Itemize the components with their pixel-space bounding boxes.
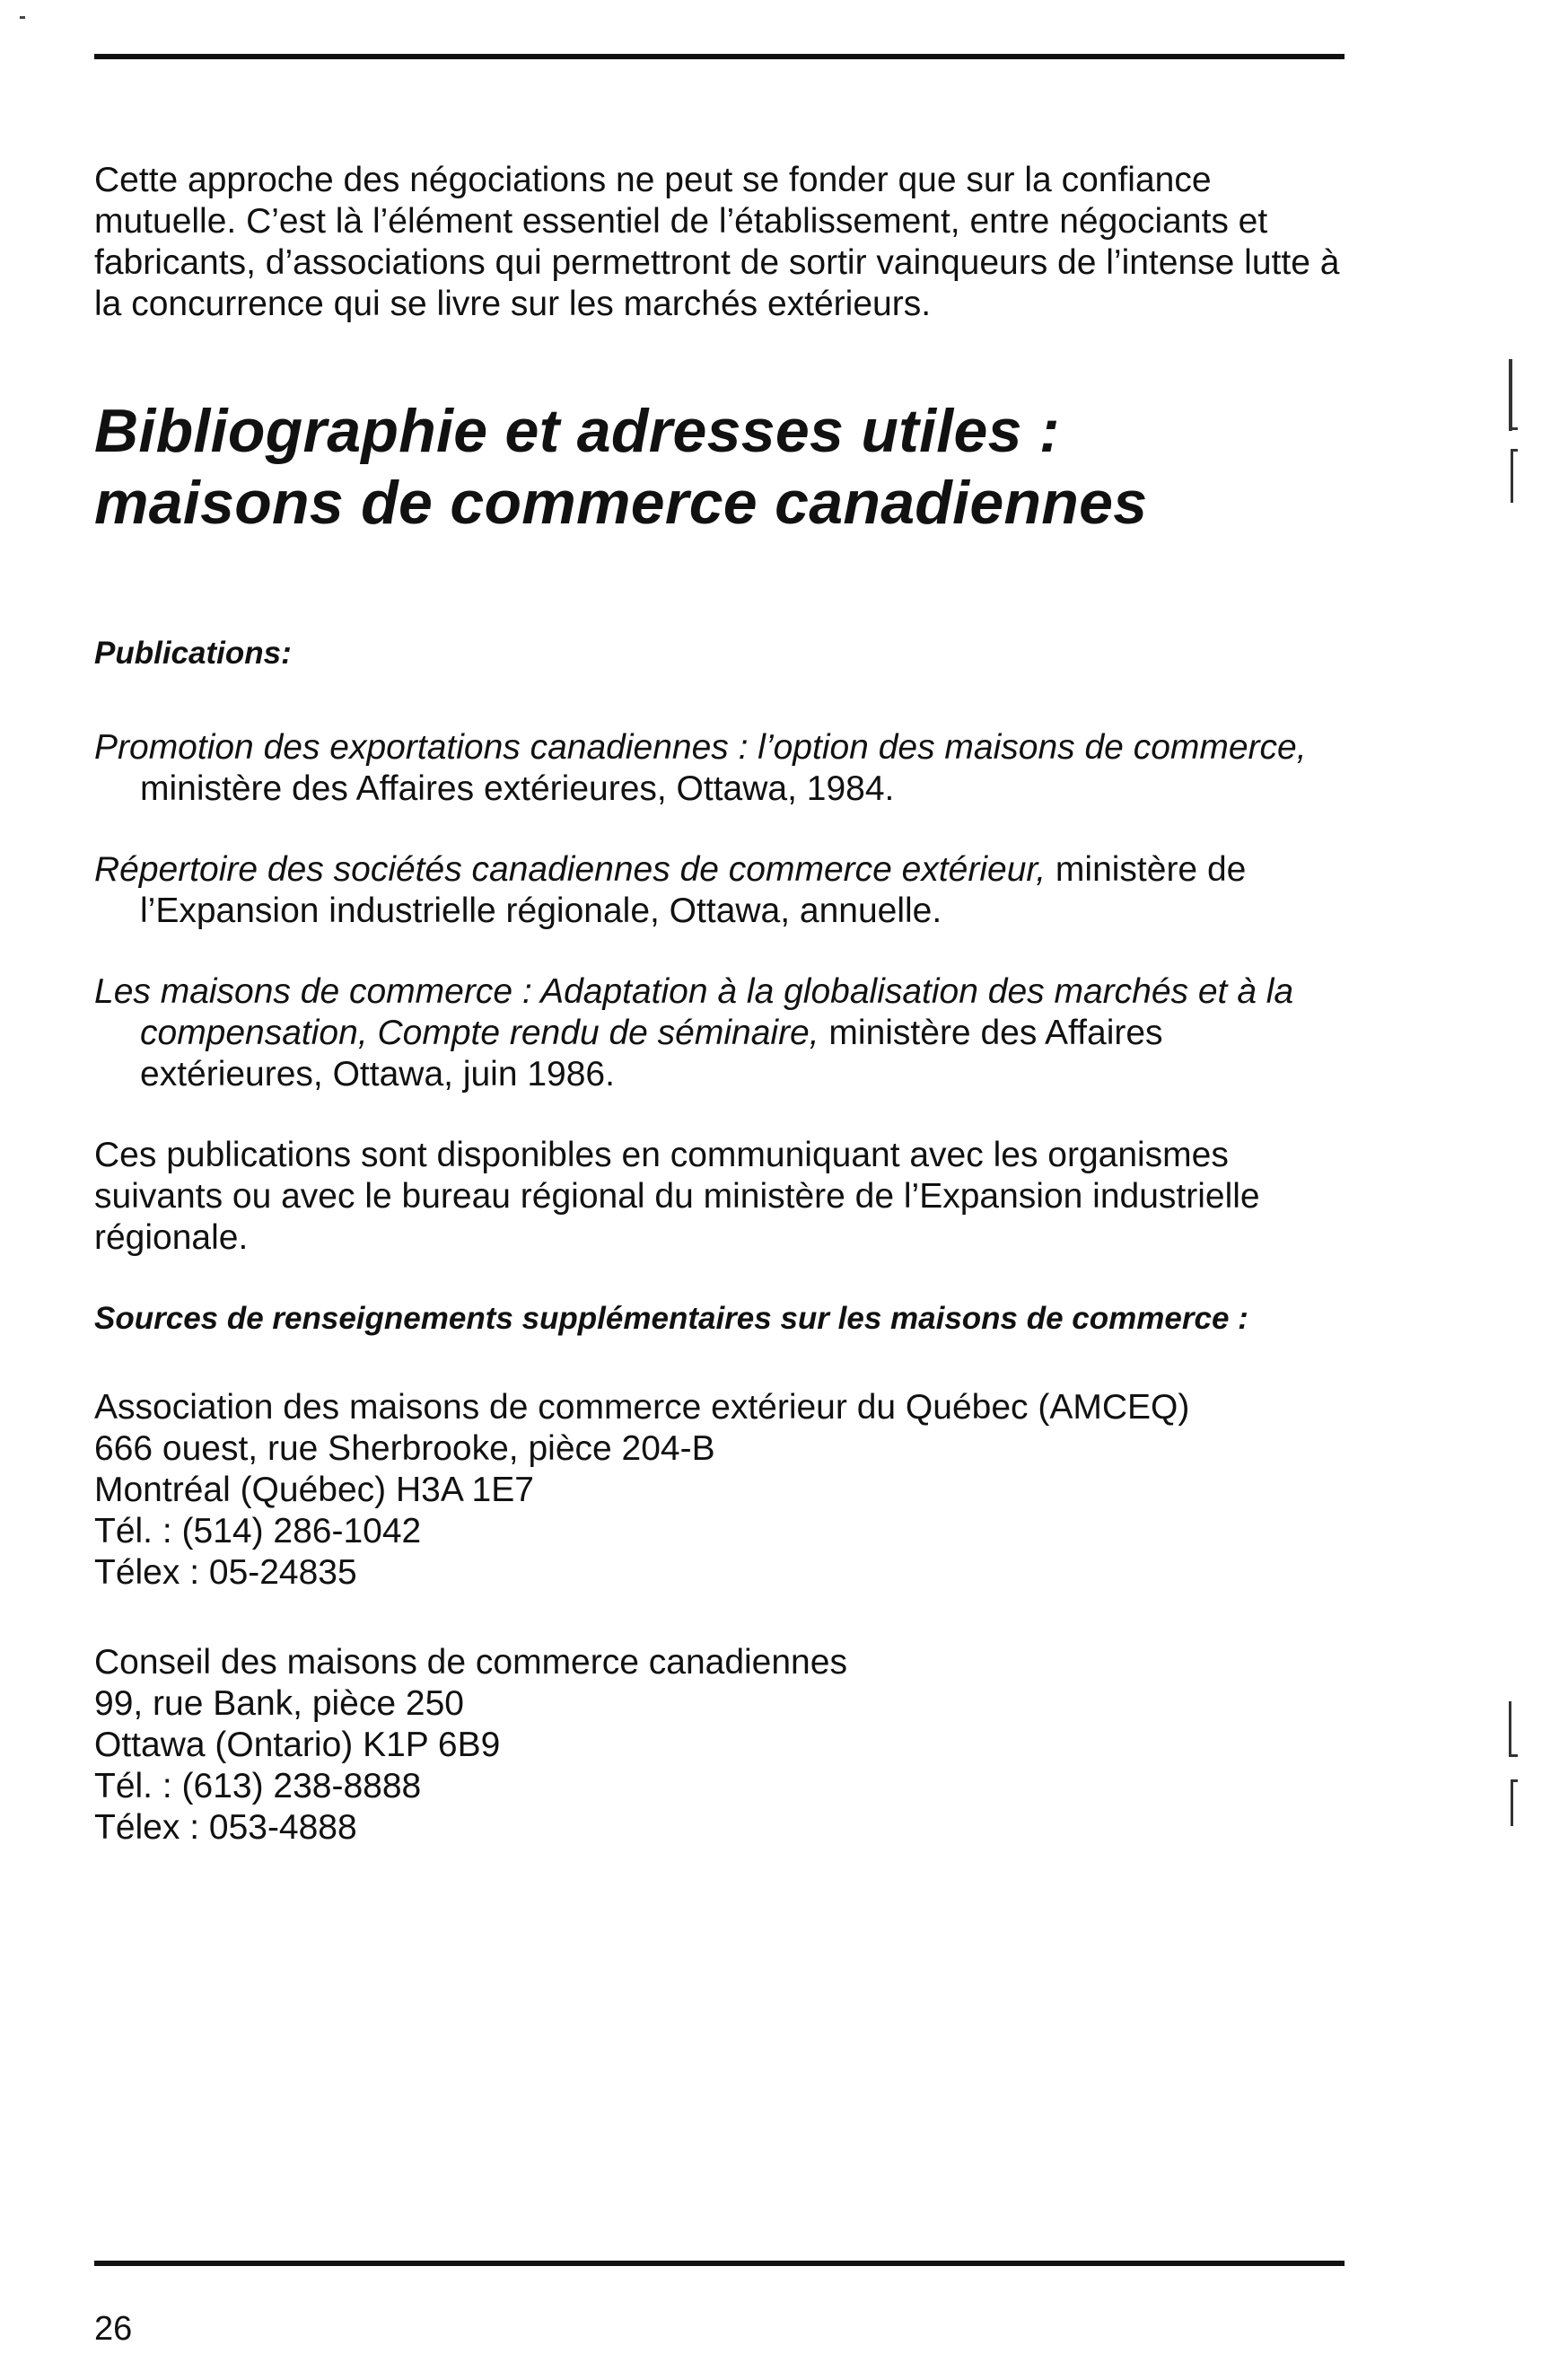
section-heading	[94, 395, 1351, 539]
scan-mark	[1509, 359, 1512, 431]
address-city: Ottawa (Ontario) K1P 6B9	[94, 1726, 501, 1764]
section-heading-line-2: maisons de commerce canadiennes	[94, 469, 1148, 537]
reference-details: ministère des Affaires extérieures, Ottawa, juin 1986.	[140, 1014, 1163, 1094]
scan-speck	[20, 16, 25, 19]
availability-paragraph: Ces publications sont disponibles en communiquant avec les organismes suivants ou avec le bureau régional du ministère de l’Expansion industrielle régionale.	[94, 1136, 1260, 1257]
scan-mark	[1511, 1779, 1518, 1782]
scan-mark	[1509, 427, 1518, 430]
address-phone: Tél. : (613) 238-8888	[94, 1767, 422, 1805]
intro-paragraph: Cette approche des négociations ne peut se fonder que sur la confiance mutuelle. C’est là l’élément essentiel de l’établissement, entre négociants et fabricants, d’associations qui permettront de sortir vainqueurs de l’intense lutte à la concurrence qui se livre sur les marchés extérieurs.	[94, 161, 1340, 323]
bottom-rule	[94, 2261, 1345, 2266]
address-street: 666 ouest, rue Sherbrooke, pièce 204-B	[94, 1429, 715, 1468]
scan-mark	[1509, 1754, 1518, 1757]
scan-mark	[1511, 449, 1518, 452]
scan-mark	[1509, 1701, 1511, 1757]
address-phone: Tél. : (514) 286-1042	[94, 1512, 422, 1550]
page-content	[94, 160, 1351, 1897]
address-city: Montréal (Québec) H3A 1E7	[94, 1471, 534, 1509]
address-telex: Télex : 05-24835	[94, 1553, 357, 1592]
top-rule	[94, 54, 1345, 59]
publications-label: Publications:	[94, 636, 292, 671]
reference-title: Les maisons de commerce : Adaptation à la globalisation des marchés et à la compensation, Compte rendu de séminaire,	[94, 972, 1294, 1052]
address-street: 99, rue Bank, pièce 250	[94, 1684, 464, 1723]
reference-item	[94, 971, 1351, 1095]
reference-title: Répertoire des sociétés canadiennes de commerce extérieur,	[94, 850, 1047, 889]
address-block-amceq	[94, 1387, 1351, 1594]
address-telex: Télex : 053-4888	[94, 1808, 357, 1847]
address-name: Conseil des maisons de commerce canadiennes	[94, 1643, 847, 1682]
reference-details: ministère des Affaires extérieures, Ottawa, 1984.	[140, 769, 895, 808]
sources-label: Sources de renseignements supplémentaires sur les maisons de commerce :	[94, 1301, 1248, 1336]
section-heading-line-1: Bibliographie et adresses utiles :	[94, 397, 1060, 465]
reference-item	[94, 727, 1351, 810]
scan-mark	[1511, 449, 1513, 503]
reference-item	[94, 849, 1351, 932]
reference-details: ministère de l’Expansion industrielle régionale, Ottawa, annuelle.	[140, 850, 1247, 930]
page-number: 26	[94, 2310, 133, 2348]
reference-title: Promotion des exportations canadiennes : l’option des maisons de commerce,	[94, 728, 1307, 767]
scan-mark	[1511, 1779, 1513, 1826]
address-block-council	[94, 1642, 1351, 1849]
scan-margin-marks	[1494, 359, 1530, 1885]
address-name: Association des maisons de commerce extérieur du Québec (AMCEQ)	[94, 1388, 1190, 1427]
